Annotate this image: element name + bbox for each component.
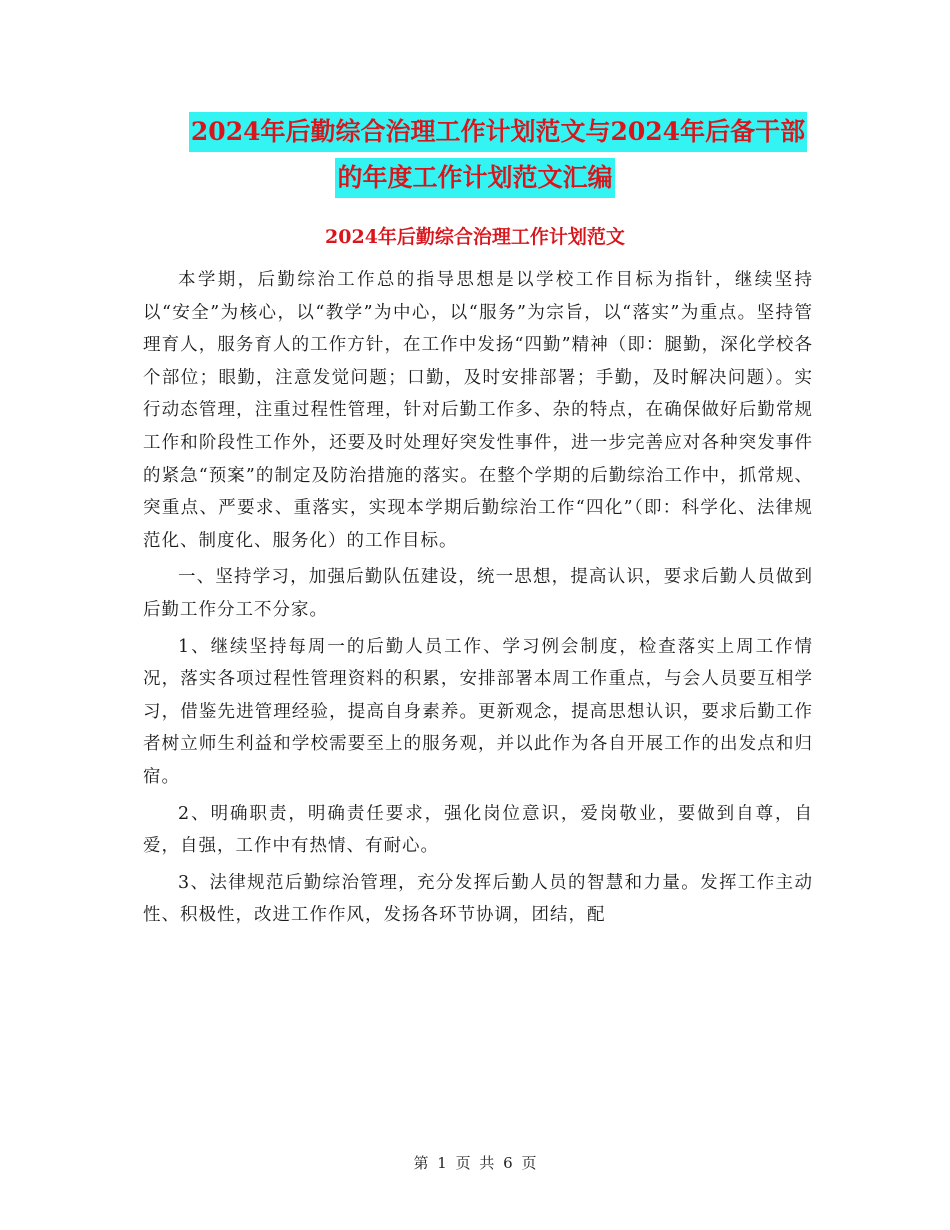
page-footer: 第 1 页 共 6 页 bbox=[413, 1154, 537, 1172]
paragraph-intro: 本学期，后勤综治工作总的指导思想是以学校工作目标为指针，继续坚持以“安全”为核心，以“教学”为中心，以“服务”为宗旨，以“落实”为重点。坚持管理育人，服务育人的工作方针，在工作中发扬“四勤”精神（即：腿勤，深化学校各个部位；眼勤，注意发觉问题；口勤，及时安排部署；手勤，及时解决问题）。实行动态管理，注重过程性管理，针对后勤工作多、杂的特点，在确保做好后勤常规工作和阶段性工作外，还要及时处理好突发性事件，进一步完善应对各种突发事件的紧急“预案”的制定及防治措施的落实。在整个学期的后勤综治工作中，抓常规、突重点、严要求、重落实，实现本学期后勤综治工作“四化”（即：科学化、法律规范化、制度化、服务化）的工作目标。 bbox=[143, 270, 813, 551]
document-body bbox=[143, 264, 813, 936]
section-subtitle: 2024年后勤综合治理工作计划范文 bbox=[325, 226, 625, 248]
title-line-2: 的年度工作计划范文汇编 bbox=[335, 158, 614, 198]
document-title bbox=[0, 112, 950, 198]
title-line-1: 2024年后勤综合治理工作计划范文与2024年后备干部 bbox=[189, 112, 807, 152]
paragraph-item-2: 2、明确职责，明确责任要求，强化岗位意识，爱岗敬业，要做到自尊，自爱，自强，工作中有热情、有耐心。 bbox=[143, 803, 813, 857]
paragraph-item-1: 1、继续坚持每周一的后勤人员工作、学习例会制度，检查落实上周工作情况，落实各项过程性管理资料的积累，安排部署本周工作重点，与会人员要互相学习，借鉴先进管理经验，提高自身素养。更新观念，提高思想认识，要求后勤工作者树立师生利益和学校需要至上的服务观，并以此作为各自开展工作的出发点和归宿。 bbox=[143, 636, 813, 787]
paragraph-section-1: 一、坚持学习，加强后勤队伍建设，统一思想，提高认识，要求后勤人员做到后勤工作分工不分家。 bbox=[143, 567, 813, 620]
paragraph-item-3: 3、法律规范后勤综治管理，充分发挥后勤人员的智慧和力量。发挥工作主动性、积极性，改进工作作风，发扬各环节协调，团结，配 bbox=[143, 872, 813, 926]
